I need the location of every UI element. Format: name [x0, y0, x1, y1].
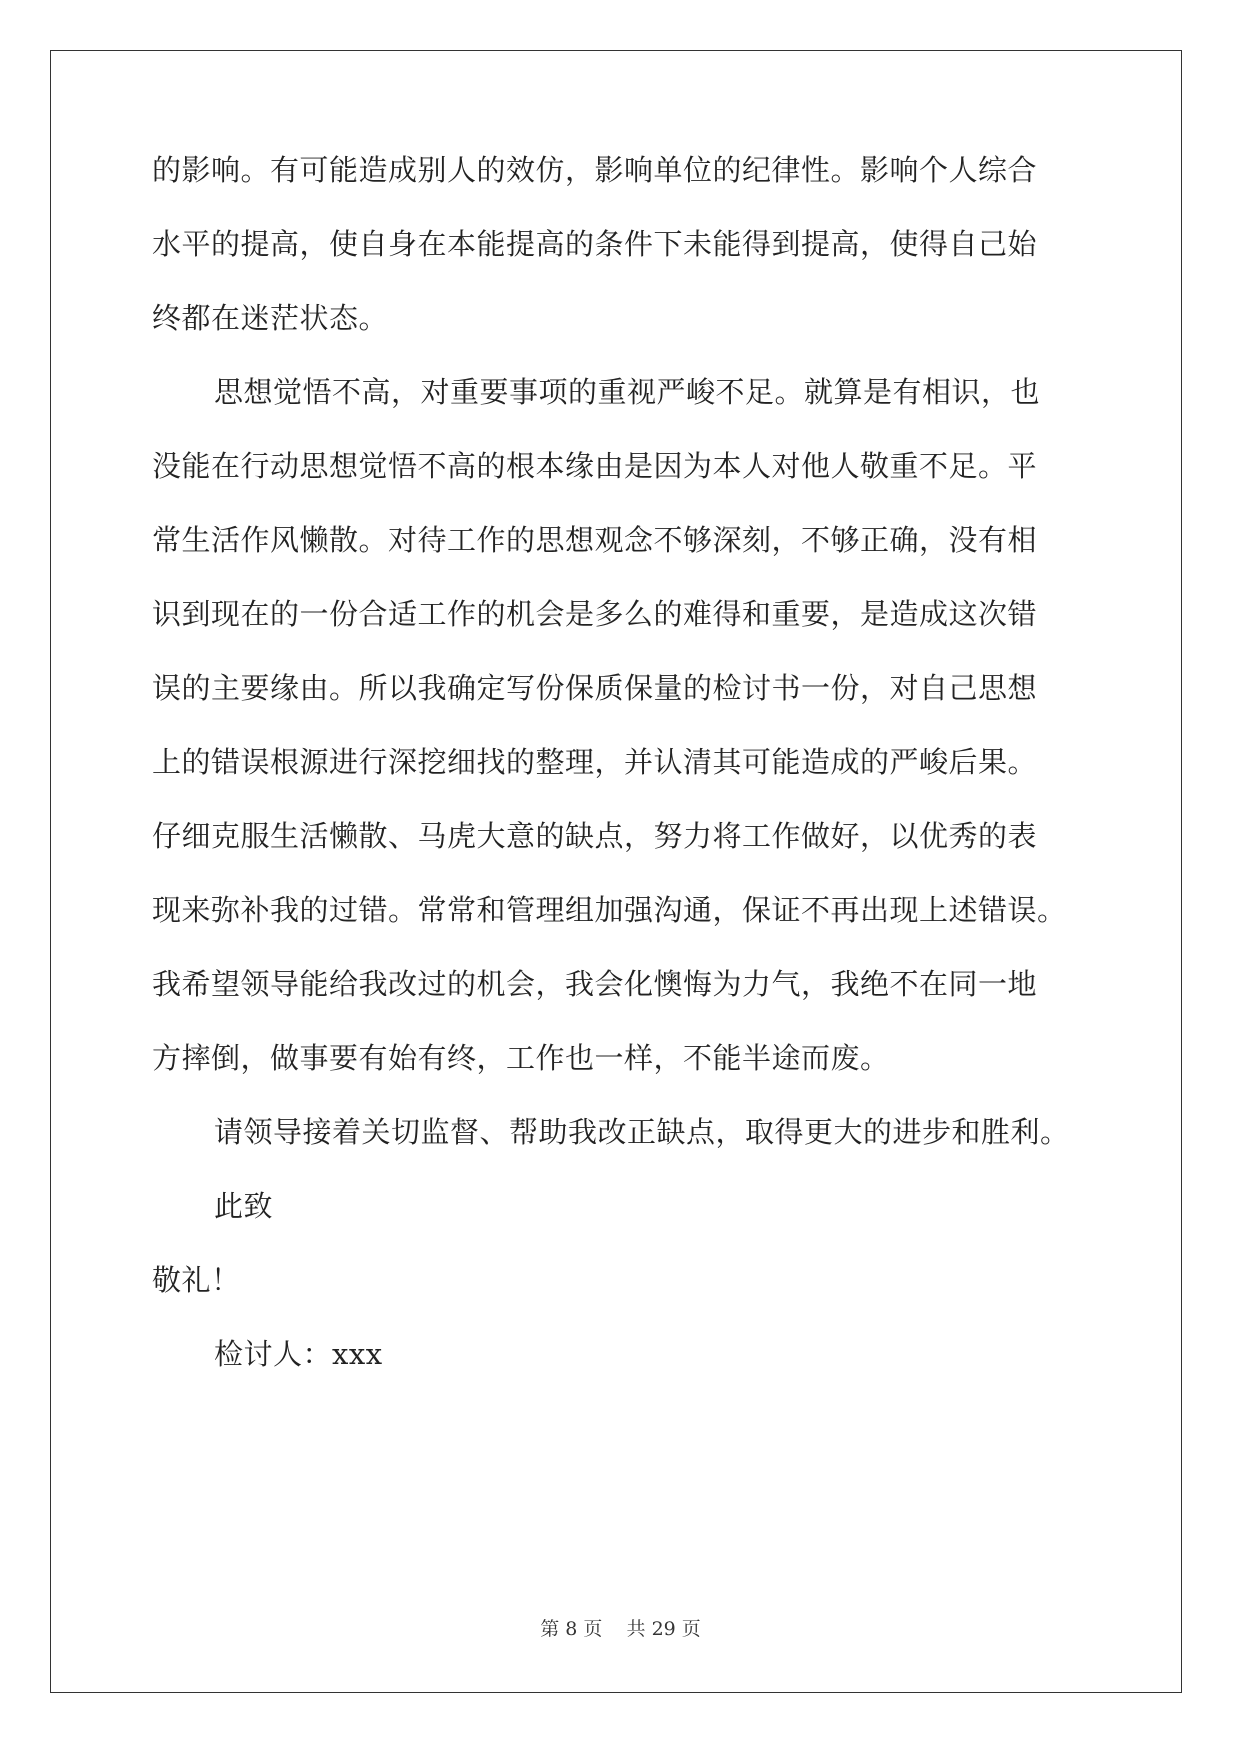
- body-line: 没能在行动思想觉悟不高的根本缘由是因为本人对他人敬重不足。平: [152, 449, 1038, 483]
- body-line: 的影响。有可能造成别人的效仿，影响单位的纪律性。影响个人综合: [152, 153, 1038, 187]
- body-line: 现来弥补我的过错。常常和管理组加强沟通，保证不再出现上述错误。: [152, 893, 1067, 927]
- signature-line: 检讨人：xxx: [214, 1337, 383, 1371]
- body-line: 仔细克服生活懒散、马虎大意的缺点，努力将工作做好，以优秀的表: [152, 819, 1038, 853]
- closing-salutation: 此致: [214, 1189, 274, 1223]
- body-line: 思想觉悟不高，对重要事项的重视严峻不足。就算是有相识，也: [214, 375, 1041, 409]
- page-footer: [0, 1614, 1241, 1641]
- body-line: 终都在迷茫状态。: [152, 301, 389, 335]
- body-line: 我希望领导能给我改过的机会，我会化懊悔为力气，我绝不在同一地: [152, 967, 1038, 1001]
- body-line: 水平的提高，使自身在本能提高的条件下未能得到提高，使得自己始: [152, 227, 1038, 261]
- body-line: 请领导接着关切监督、帮助我改正缺点，取得更大的进步和胜利。: [214, 1115, 1070, 1149]
- body-line: 误的主要缘由。所以我确定写份保质保量的检讨书一份，对自己思想: [152, 671, 1038, 705]
- body-line: 常生活作风懒散。对待工作的思想观念不够深刻，不够正确，没有相: [152, 523, 1038, 557]
- body-line: 识到现在的一份合适工作的机会是多么的难得和重要，是造成这次错: [152, 597, 1038, 631]
- page-total: 共 29 页: [626, 1618, 701, 1640]
- body-line: 上的错误根源进行深挖细找的整理，并认清其可能造成的严峻后果。: [152, 745, 1038, 779]
- page-number: 第 8 页: [540, 1618, 603, 1640]
- closing-regards: 敬礼！: [152, 1263, 241, 1297]
- body-line: 方摔倒，做事要有始有终，工作也一样，不能半途而废。: [152, 1041, 890, 1075]
- page-border: [50, 50, 1182, 1693]
